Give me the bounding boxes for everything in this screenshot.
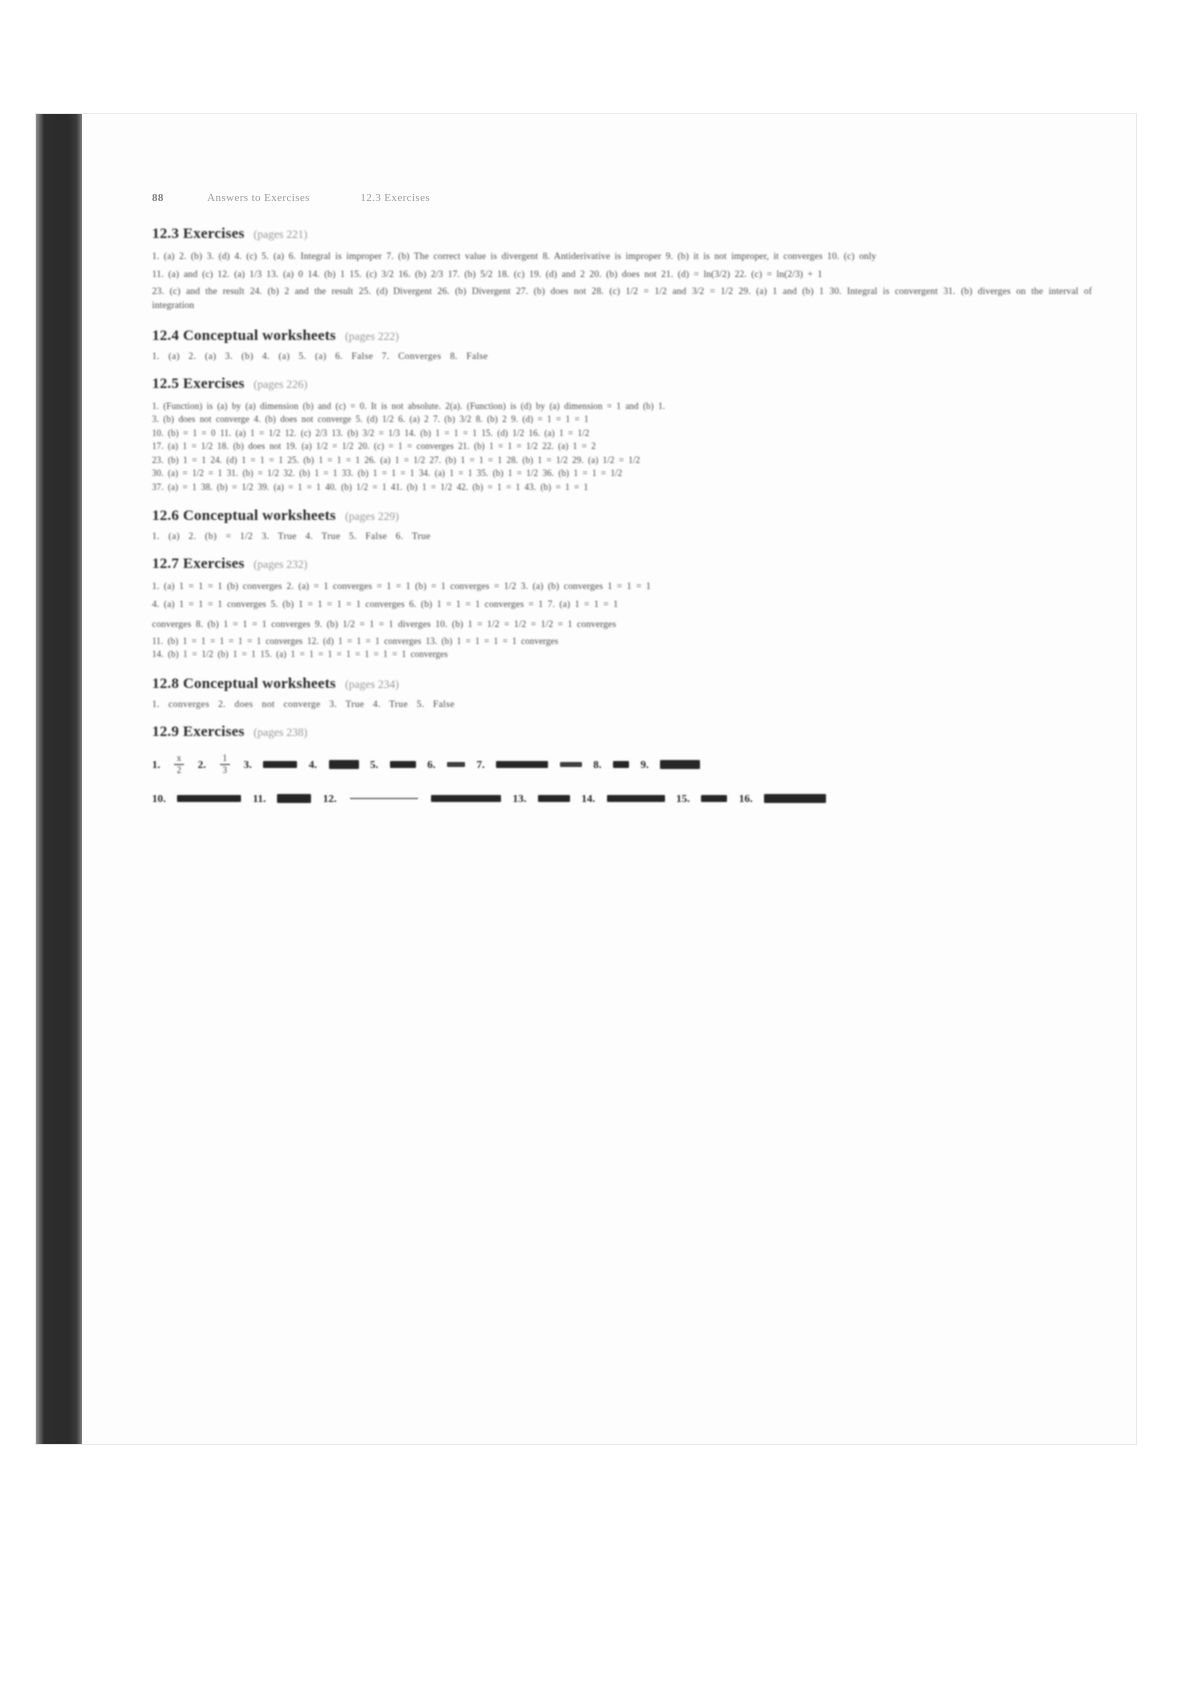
section-12-9 (152, 724, 1092, 816)
section-heading-text: 12.3 Exercises (152, 226, 245, 242)
section-heading-text: 12.4 Conceptual worksheets (152, 327, 336, 344)
folio-page-number: 88 (152, 192, 164, 204)
running-head (152, 192, 1092, 204)
book-spine-shadow (36, 114, 82, 1444)
scanned-page-sheet (36, 114, 1136, 1444)
fraction-glyph: $\frac{x}{2}$ (174, 753, 185, 776)
answers-paragraph: 1. (Function) is (a) by (a) dimension (b) and (c) = 0. It is not absolute. 2(a). (Function) is (d) by (a) dimension = 1 and (b) 1. (152, 400, 666, 411)
section-heading (152, 724, 1092, 741)
section-heading-text: 12.6 Conceptual worksheets (152, 508, 336, 524)
section-heading-text: 12.9 Exercises (152, 723, 245, 740)
answers-paragraph: 10. (b) = 1 = 0 11. (a) 1 = 1/2 12. (c) 2/3 13. (b) 3/2 = 1/3 14. (b) 1 = 1 = 1 15. (d) 1/2 16. (a) 1 = 1/2 (152, 427, 590, 438)
page-content (152, 226, 1092, 890)
answers-line: 1. converges 2. does not converge 3. True 4. True 5. False (152, 699, 455, 710)
running-head-chapter: Answers to Exercises (207, 192, 310, 204)
page-body (114, 114, 1136, 1444)
section-12-8 (152, 676, 1092, 710)
answers-paragraph: 3. (b) does not converge 4. (b) does not converge 5. (d) 1/2 6. (a) 2 7. (b) 3/2 8. (b) 2 9. (d) = 1 = 1 = 1 (152, 414, 589, 424)
answers-line: 1. (a) 2. (a) 3. (b) 4. (a) 5. (a) 6. False 7. Converges 8. False (152, 351, 488, 362)
section-12-5 (152, 376, 1092, 495)
section-heading (152, 676, 1092, 693)
answers-paragraph: 37. (a) = 1 38. (b) = 1/2 39. (a) = 1 = 1 40. (b) 1/2 = 1 41. (b) 1 = 1/2 42. (b) = 1 = 1 43. (b) = 1 = 1 (152, 481, 589, 492)
section-12-4 (152, 328, 1092, 362)
section-heading (152, 508, 1092, 525)
equation-row: 10. 11. 12. 13. 14. 15. 16. (152, 782, 1092, 816)
section-heading-text: 12.8 Conceptual worksheets (152, 675, 336, 692)
section-page-ref: (pages 234) (344, 678, 399, 691)
section-heading (152, 376, 1092, 393)
answers-paragraph: 14. (b) 1 = 1/2 (b) 1 = 1 15. (a) 1 = 1 = 1 = 1 = 1 = 1 = 1 converges (152, 649, 448, 659)
section-heading (152, 328, 1092, 345)
fraction-glyph (350, 787, 418, 810)
answers-paragraph: 1. (a) 1 = 1 = 1 (b) converges 2. (a) = 1 converges = 1 = 1 (b) = 1 converges = 1/2 3. (a) (b) converges 1 = 1 = 1 (152, 582, 651, 592)
answers-paragraph: 11. (b) 1 = 1 = 1 = 1 = 1 converges 12. (d) 1 = 1 = 1 converges 13. (b) 1 = 1 = 1 = 1 converges (152, 635, 559, 646)
fraction-glyph: $\frac{1}{3}$ (220, 753, 231, 776)
answers-line: 1. (a) 2. (b) = 1/2 3. True 4. True 5. False 6. True (152, 532, 431, 542)
section-12-3 (152, 226, 1092, 314)
section-page-ref: (pages 222) (344, 330, 399, 343)
page-bottom-margin (152, 830, 1092, 890)
answers-paragraph: converges 8. (b) 1 = 1 = 1 converges 9. (b) 1/2 = 1 = 1 diverges 10. (b) 1 = 1/2 = 1/2 = 1/2 = 1 converges (152, 619, 617, 630)
equation-row: 1. $\frac{x}{2}$ 2. $\frac{1}{3}$ 3. 4. 5. 6. 7. 8. 9. (152, 748, 1092, 782)
answers-paragraph: 1. (a) 2. (b) 3. (d) 4. (c) 5. (a) 6. Integral is improper 7. (b) The correct value is divergent 8. Antiderivative is improper 9. (b) it is not improper, it converges 10. (c) only (152, 252, 877, 262)
running-head-section: 12.3 Exercises (360, 192, 431, 204)
answers-paragraph: 23. (b) 1 = 1 24. (d) 1 = 1 = 1 25. (b) 1 = 1 = 1 26. (a) 1 = 1/2 27. (b) 1 = 1 = 1 28. (b) 1 = 1/2 29. (a) 1/2 = 1/2 (152, 454, 641, 465)
answers-paragraph: 4. (a) 1 = 1 = 1 converges 5. (b) 1 = 1 = 1 = 1 converges 6. (b) 1 = 1 = 1 converges = 1 7. (a) 1 = 1 = 1 (152, 599, 619, 610)
section-page-ref: (pages 226) (253, 378, 308, 391)
answers-paragraph: 23. (c) and the result 24. (b) 2 and the result 25. (d) Divergent 26. (b) Divergent 27. (b) does not 28. (c) 1/2 = 1/2 and 3/2 = 1/2 29. (a) 1 and (b) 1 30. Integral is convergent 31. (b) diverges on the interval of integration (152, 286, 1092, 311)
section-heading (152, 556, 1092, 573)
answers-paragraph: 11. (a) and (c) 12. (a) 1/3 13. (a) 0 14. (b) 1 15. (c) 3/2 16. (b) 2/3 17. (b) 5/2 18. (c) 19. (d) and 2 20. (b) does not 21. (d) = ln(3/2) 22. (c) = ln(2/3) + 1 (152, 269, 823, 280)
section-12-6 (152, 508, 1092, 542)
answers-paragraph: 17. (a) 1 = 1/2 18. (b) does not 19. (a) 1/2 = 1/2 20. (c) = 1 = converges 21. (b) 1 = 1 = 1/2 22. (a) 1 = 2 (152, 441, 596, 451)
section-heading (152, 226, 1092, 243)
section-12-7 (152, 556, 1092, 662)
section-heading-text: 12.7 Exercises (152, 556, 245, 572)
section-page-ref: (pages 238) (253, 726, 308, 739)
section-page-ref: (pages 221) (253, 229, 308, 241)
answers-paragraph: 30. (a) = 1/2 = 1 31. (b) = 1/2 32. (b) 1 = 1 33. (b) 1 = 1 = 1 34. (a) 1 = 1 35. (b) 1 = 1/2 36. (b) 1 = 1 = 1/2 (152, 468, 623, 478)
section-heading-text: 12.5 Exercises (152, 375, 245, 392)
section-page-ref: (pages 232) (253, 559, 308, 571)
section-page-ref: (pages 229) (344, 511, 399, 523)
